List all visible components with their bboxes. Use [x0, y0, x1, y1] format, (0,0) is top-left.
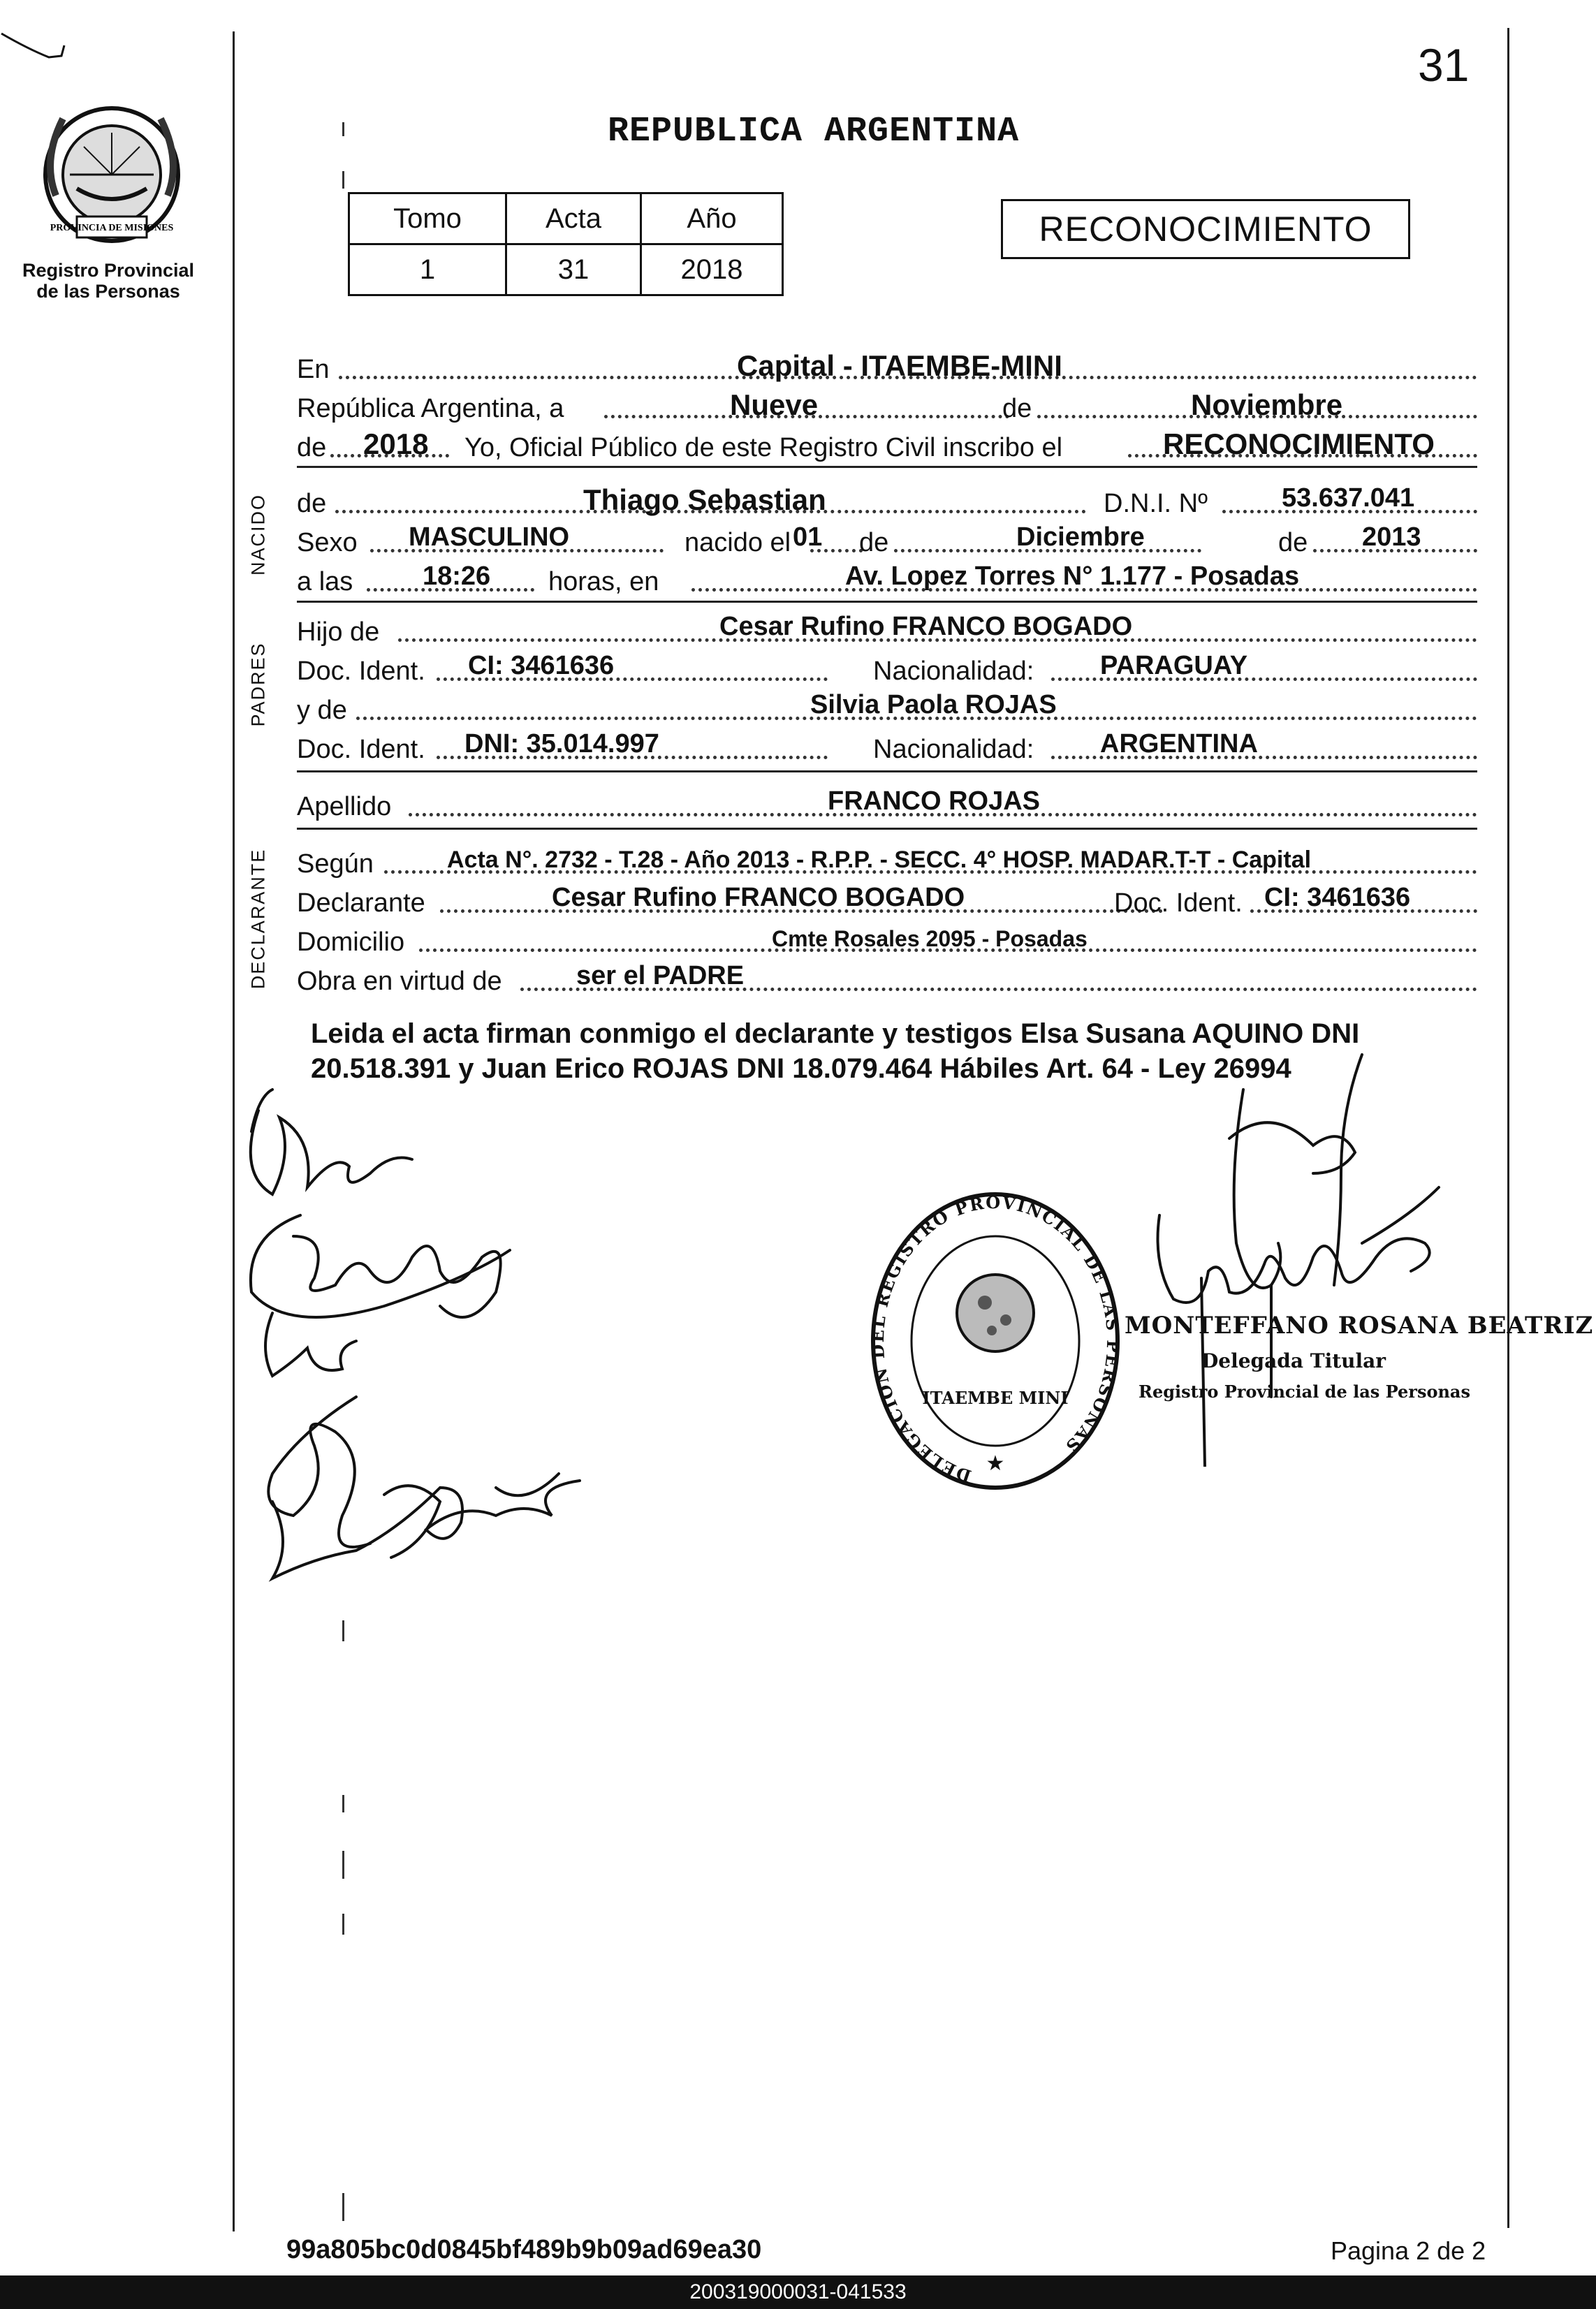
- value-obra: ser el PADRE: [576, 961, 745, 990]
- value-day: Nueve: [730, 388, 819, 421]
- section-separator: [297, 828, 1477, 830]
- document-hash: 99a805bc0d0845bf489b9b09ad69ea30: [286, 2235, 762, 2264]
- corner-mark-icon: [0, 28, 70, 70]
- value-padre: Cesar Rufino FRANCO BOGADO: [719, 612, 1133, 641]
- form-row-madre-doc: [297, 729, 1477, 763]
- form-row-declarante: [297, 883, 1477, 916]
- label-dni: D.N.I. Nº: [1104, 489, 1208, 518]
- label-de-nombre: de: [297, 489, 327, 518]
- label-nacionalidad-madre: Nacionalidad:: [873, 735, 1034, 764]
- form-row-inscripcion: [297, 427, 1477, 461]
- section-label-padres: PADRES: [247, 642, 269, 727]
- registry-label-line1: Registro Provincial: [22, 260, 195, 281]
- label-obra: Obra en virtud de: [297, 967, 502, 996]
- label-de-month: de: [859, 528, 889, 557]
- form-row-fecha: [297, 388, 1477, 422]
- table-value-anio: 2018: [641, 244, 783, 295]
- label-nacido-el: nacido el: [684, 528, 791, 557]
- label-doc-ident-madre: Doc. Ident.: [297, 735, 425, 764]
- section-separator: [297, 466, 1477, 468]
- form-row-en: [297, 349, 1477, 383]
- label-a-las: a las: [297, 567, 353, 596]
- registry-seal-stamp-icon: [866, 1180, 1125, 1502]
- registry-label: [7, 260, 210, 302]
- value-madre-nac: ARGENTINA: [1100, 729, 1258, 758]
- table-header-anio: Año: [641, 193, 783, 244]
- value-time: 18:26: [423, 562, 491, 591]
- value-declarante: Cesar Rufino FRANCO BOGADO: [552, 883, 965, 912]
- margin-tick: [342, 1795, 344, 1812]
- value-declarante-doc: CI: 3461636: [1264, 883, 1411, 912]
- margin-tick: [342, 171, 344, 189]
- label-inscribo: Yo, Oficial Público de este Registro Civil inscribo el: [464, 433, 1063, 462]
- form-row-apellido: [297, 786, 1477, 820]
- closing-line-1: Leida el acta firman conmigo el declarante y testigos Elsa Susana AQUINO DNI: [311, 1018, 1360, 1049]
- barcode-footer-bar: 200319000031-041533: [0, 2275, 1596, 2309]
- margin-tick: [342, 1620, 344, 1641]
- value-sexo: MASCULINO: [409, 522, 570, 552]
- label-apellido: Apellido: [297, 792, 392, 821]
- registry-label-line2: de las Personas: [36, 281, 180, 302]
- value-act-type: RECONOCIMIENTO: [1163, 427, 1435, 460]
- margin-tick: [342, 122, 344, 136]
- form-row-nacido-hora: [297, 562, 1477, 595]
- value-segun: Acta N°. 2732 - T.28 - Año 2013 - R.P.P. - SECC. 4° HOSP. MADAR.T-T - Capital: [447, 846, 1312, 873]
- act-type-box: RECONOCIMIENTO: [1001, 199, 1410, 259]
- label-horas-en: horas, en: [548, 567, 659, 596]
- value-padre-doc: CI: 3461636: [468, 651, 615, 680]
- page-indicator: Pagina 2 de 2: [1331, 2236, 1486, 2265]
- label-doc-ident-declarante: Doc. Ident.: [1114, 888, 1243, 918]
- table-header-acta: Acta: [506, 193, 641, 244]
- official-registry: Registro Provincial de las Personas: [1139, 1381, 1470, 1402]
- right-border-line: [1507, 28, 1509, 2228]
- value-madre: Silvia Paola ROJAS: [810, 690, 1057, 719]
- value-birth-day: 01: [793, 522, 823, 552]
- value-year: 2018: [363, 427, 429, 460]
- country-title: REPUBLICA ARGENTINA: [608, 112, 1020, 152]
- closing-line-2: 20.518.391 y Juan Erico ROJAS DNI 18.079.464 Hábiles Art. 64 - Ley 26994: [311, 1053, 1291, 1084]
- official-name: MONTEFFANO ROSANA BEATRIZ: [1125, 1312, 1594, 1340]
- form-row-padre: [297, 612, 1477, 645]
- value-nombre: Thiago Sebastian: [583, 483, 826, 516]
- value-birth-month: Diciembre: [1016, 522, 1145, 552]
- label-segun: Según: [297, 849, 374, 879]
- value-month: Noviembre: [1191, 388, 1343, 421]
- table-header-tomo: Tomo: [349, 193, 506, 244]
- label-de-year: de: [297, 433, 327, 462]
- table-value-acta: 31: [506, 244, 641, 295]
- value-domicilio: Cmte Rosales 2095 - Posadas: [772, 926, 1088, 951]
- form-row-domicilio: [297, 922, 1477, 955]
- value-place: Av. Lopez Torres N° 1.177 - Posadas: [845, 562, 1300, 591]
- value-apellido: FRANCO ROJAS: [828, 786, 1041, 816]
- official-signature-icon: [1132, 1034, 1467, 1467]
- logo-text: PROVINCIA DE MISIONES: [50, 223, 174, 233]
- section-separator: [297, 601, 1477, 603]
- stamp-inner-text: ITAEMBE MINI: [922, 1388, 1069, 1408]
- section-separator: [297, 770, 1477, 772]
- value-birth-year: 2013: [1362, 522, 1421, 552]
- form-row-madre: [297, 690, 1477, 724]
- value-en: Capital - ITAEMBE-MINI: [737, 349, 1062, 382]
- form-row-obra: [297, 961, 1477, 995]
- page-number: 31: [1418, 39, 1470, 91]
- label-domicilio: Domicilio: [297, 928, 405, 957]
- section-label-nacido: NACIDO: [247, 494, 269, 576]
- label-declarante: Declarante: [297, 888, 425, 918]
- label-y-de: y de: [297, 696, 347, 725]
- misiones-crest-icon: [28, 91, 196, 258]
- label-de-year2: de: [1278, 528, 1308, 557]
- witness-signatures-icon: [230, 1069, 594, 1606]
- stamp-ring-text: DELEGACION DEL REGISTRO PROVINCIAL DE LAS PERSONAS: [867, 1192, 1124, 1487]
- star-icon: ★: [986, 1451, 1005, 1476]
- label-en: En: [297, 355, 330, 384]
- form-row-padre-doc: [297, 651, 1477, 684]
- label-hijo-de: Hijo de: [297, 617, 380, 647]
- label-nacionalidad: Nacionalidad:: [873, 657, 1034, 686]
- value-padre-nac: PARAGUAY: [1100, 651, 1248, 680]
- form-row-nacido-nombre: [297, 483, 1477, 517]
- official-role: Delegada Titular: [1201, 1349, 1386, 1372]
- form-row-segun: [297, 844, 1477, 877]
- reference-table: [348, 192, 784, 296]
- label-de: de: [1002, 394, 1032, 423]
- label-sexo: Sexo: [297, 528, 358, 557]
- value-dni: 53.637.041: [1282, 483, 1415, 513]
- form-row-nacido-fecha: [297, 522, 1477, 556]
- label-doc-ident: Doc. Ident.: [297, 657, 425, 686]
- margin-tick: [342, 2193, 344, 2221]
- margin-tick: [342, 1851, 344, 1879]
- margin-tick: [342, 1914, 344, 1935]
- value-madre-doc: DNI: 35.014.997: [464, 729, 659, 758]
- section-label-declarante: DECLARANTE: [247, 848, 269, 990]
- label-republica: República Argentina, a: [297, 394, 564, 423]
- table-value-tomo: 1: [349, 244, 506, 295]
